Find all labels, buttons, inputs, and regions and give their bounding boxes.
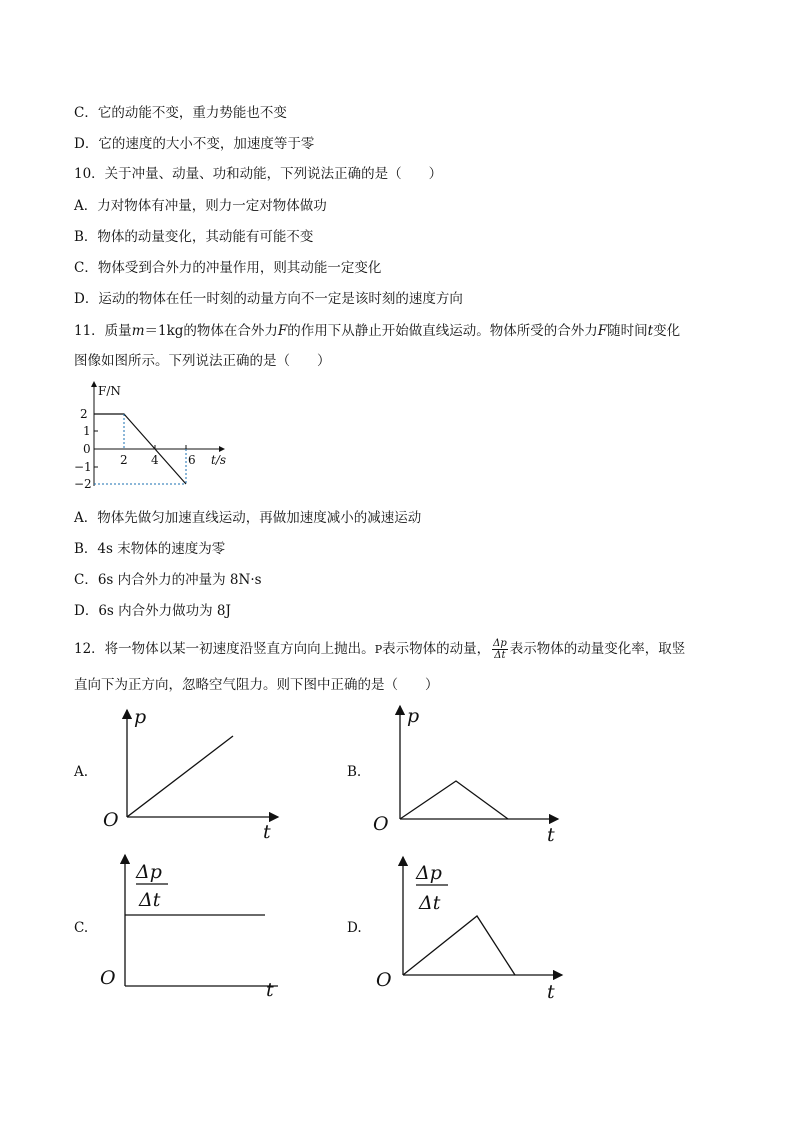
y-tick-label: 0 [83,442,91,456]
q12-option-b-label: B. [347,764,362,780]
var-f: F [277,323,288,339]
axis-label-x: t [266,979,274,1000]
q11-stem-part: ＝1kg的物体在合外力 [144,323,278,339]
q12-stem-part: 表示物体的动量， [382,641,491,657]
q12-stem-part: 12．将一物体以某一初速度沿竖直方向向上抛出。 [74,641,375,657]
q12-stem [74,638,685,661]
dp-dt-fraction [492,638,508,661]
axis-label-y-denominator: Δt [419,892,441,914]
q10-option-a: A．力对物体有冲量，则力一定对物体做功 [74,198,327,214]
var-p: P [374,643,383,656]
var-t: t [647,323,654,339]
fraction-denominator: Δt [494,650,506,661]
q10-option-d: D．运动的物体在任一时刻的动量方向不一定是该时刻的速度方向 [74,291,463,307]
axis-label-y-numerator: Δp [136,861,162,883]
momentum-line [127,736,233,817]
q12-graph-c [98,850,288,1000]
rate-line [403,916,515,975]
q11-stem-part: 随时间 [607,323,648,339]
q10-option-c: C．物体受到合外力的冲量作用，则其动能一定变化 [74,260,382,276]
y-tick-label: 1 [83,424,91,438]
y-tick-label: −1 [74,460,92,474]
q11-stem-part: 变化 [653,323,681,339]
q11-option-d: D．6s 内合外力做功为 8J [74,603,231,619]
q12-option-d-label: D. [347,920,362,936]
momentum-line [400,781,508,819]
q11-stem [74,322,680,340]
origin-label: O [100,967,116,989]
axis-label-y-denominator: Δt [139,889,161,911]
q10-option-b: B．物体的动量变化，其动能有可能不变 [74,229,314,245]
var-f: F [597,323,608,339]
q12-graph-b [370,700,570,846]
axis-label-x: t [547,981,555,1002]
q9-option-d: D．它的速度的大小不变，加速度等于零 [74,136,315,152]
q12-stem-part: 表示物体的动量变化率，取竖 [509,641,686,657]
x-tick-label: 4 [151,453,159,467]
x-tick-label: 6 [188,453,196,467]
q11-stem-line2: 图像如图所示。下列说法正确的是（ ） [74,353,331,369]
q10-stem: 10．关于冲量、动量、功和动能，下列说法正确的是（ ） [74,166,443,182]
q11-stem-part: 的作用下从静止开始做直线运动。物体所受的合外力 [287,323,598,339]
q11-force-time-graph [74,378,234,496]
origin-label: O [373,813,389,835]
axis-label-y-numerator: Δp [416,862,442,884]
origin-label: O [376,969,392,991]
q12-stem-line2: 直向下为正方向，忽略空气阻力。则下图中正确的是（ ） [74,677,439,693]
q11-option-b: B．4s 末物体的速度为零 [74,541,226,557]
fraction-numerator: Δp [493,638,507,649]
axis-label-x: t [547,824,555,846]
q9-option-c: C．它的动能不变，重力势能也不变 [74,105,287,121]
axis-label-y: p [407,705,420,727]
q12-graph-a [98,704,288,842]
q11-option-c: C．6s 内合外力的冲量为 8N·s [74,572,262,588]
q12-option-c-label: C. [74,920,89,936]
q12-option-a-label: A. [74,764,89,780]
y-tick-label: 2 [80,407,88,421]
origin-label: O [103,809,119,831]
axis-label-x: t [263,821,271,842]
q11-stem-part: 11．质量 [74,323,132,339]
var-m: m [131,323,145,339]
axis-label-y: p [134,706,147,728]
axis-label-y: F/N [98,384,121,398]
axis-label-x: t/s [211,453,227,467]
y-tick-label: −2 [74,477,92,491]
q11-option-a: A．物体先做匀加速直线运动，再做加速度减小的减速运动 [74,510,422,526]
q12-graph-d [374,852,574,1002]
x-tick-label: 2 [120,453,128,467]
